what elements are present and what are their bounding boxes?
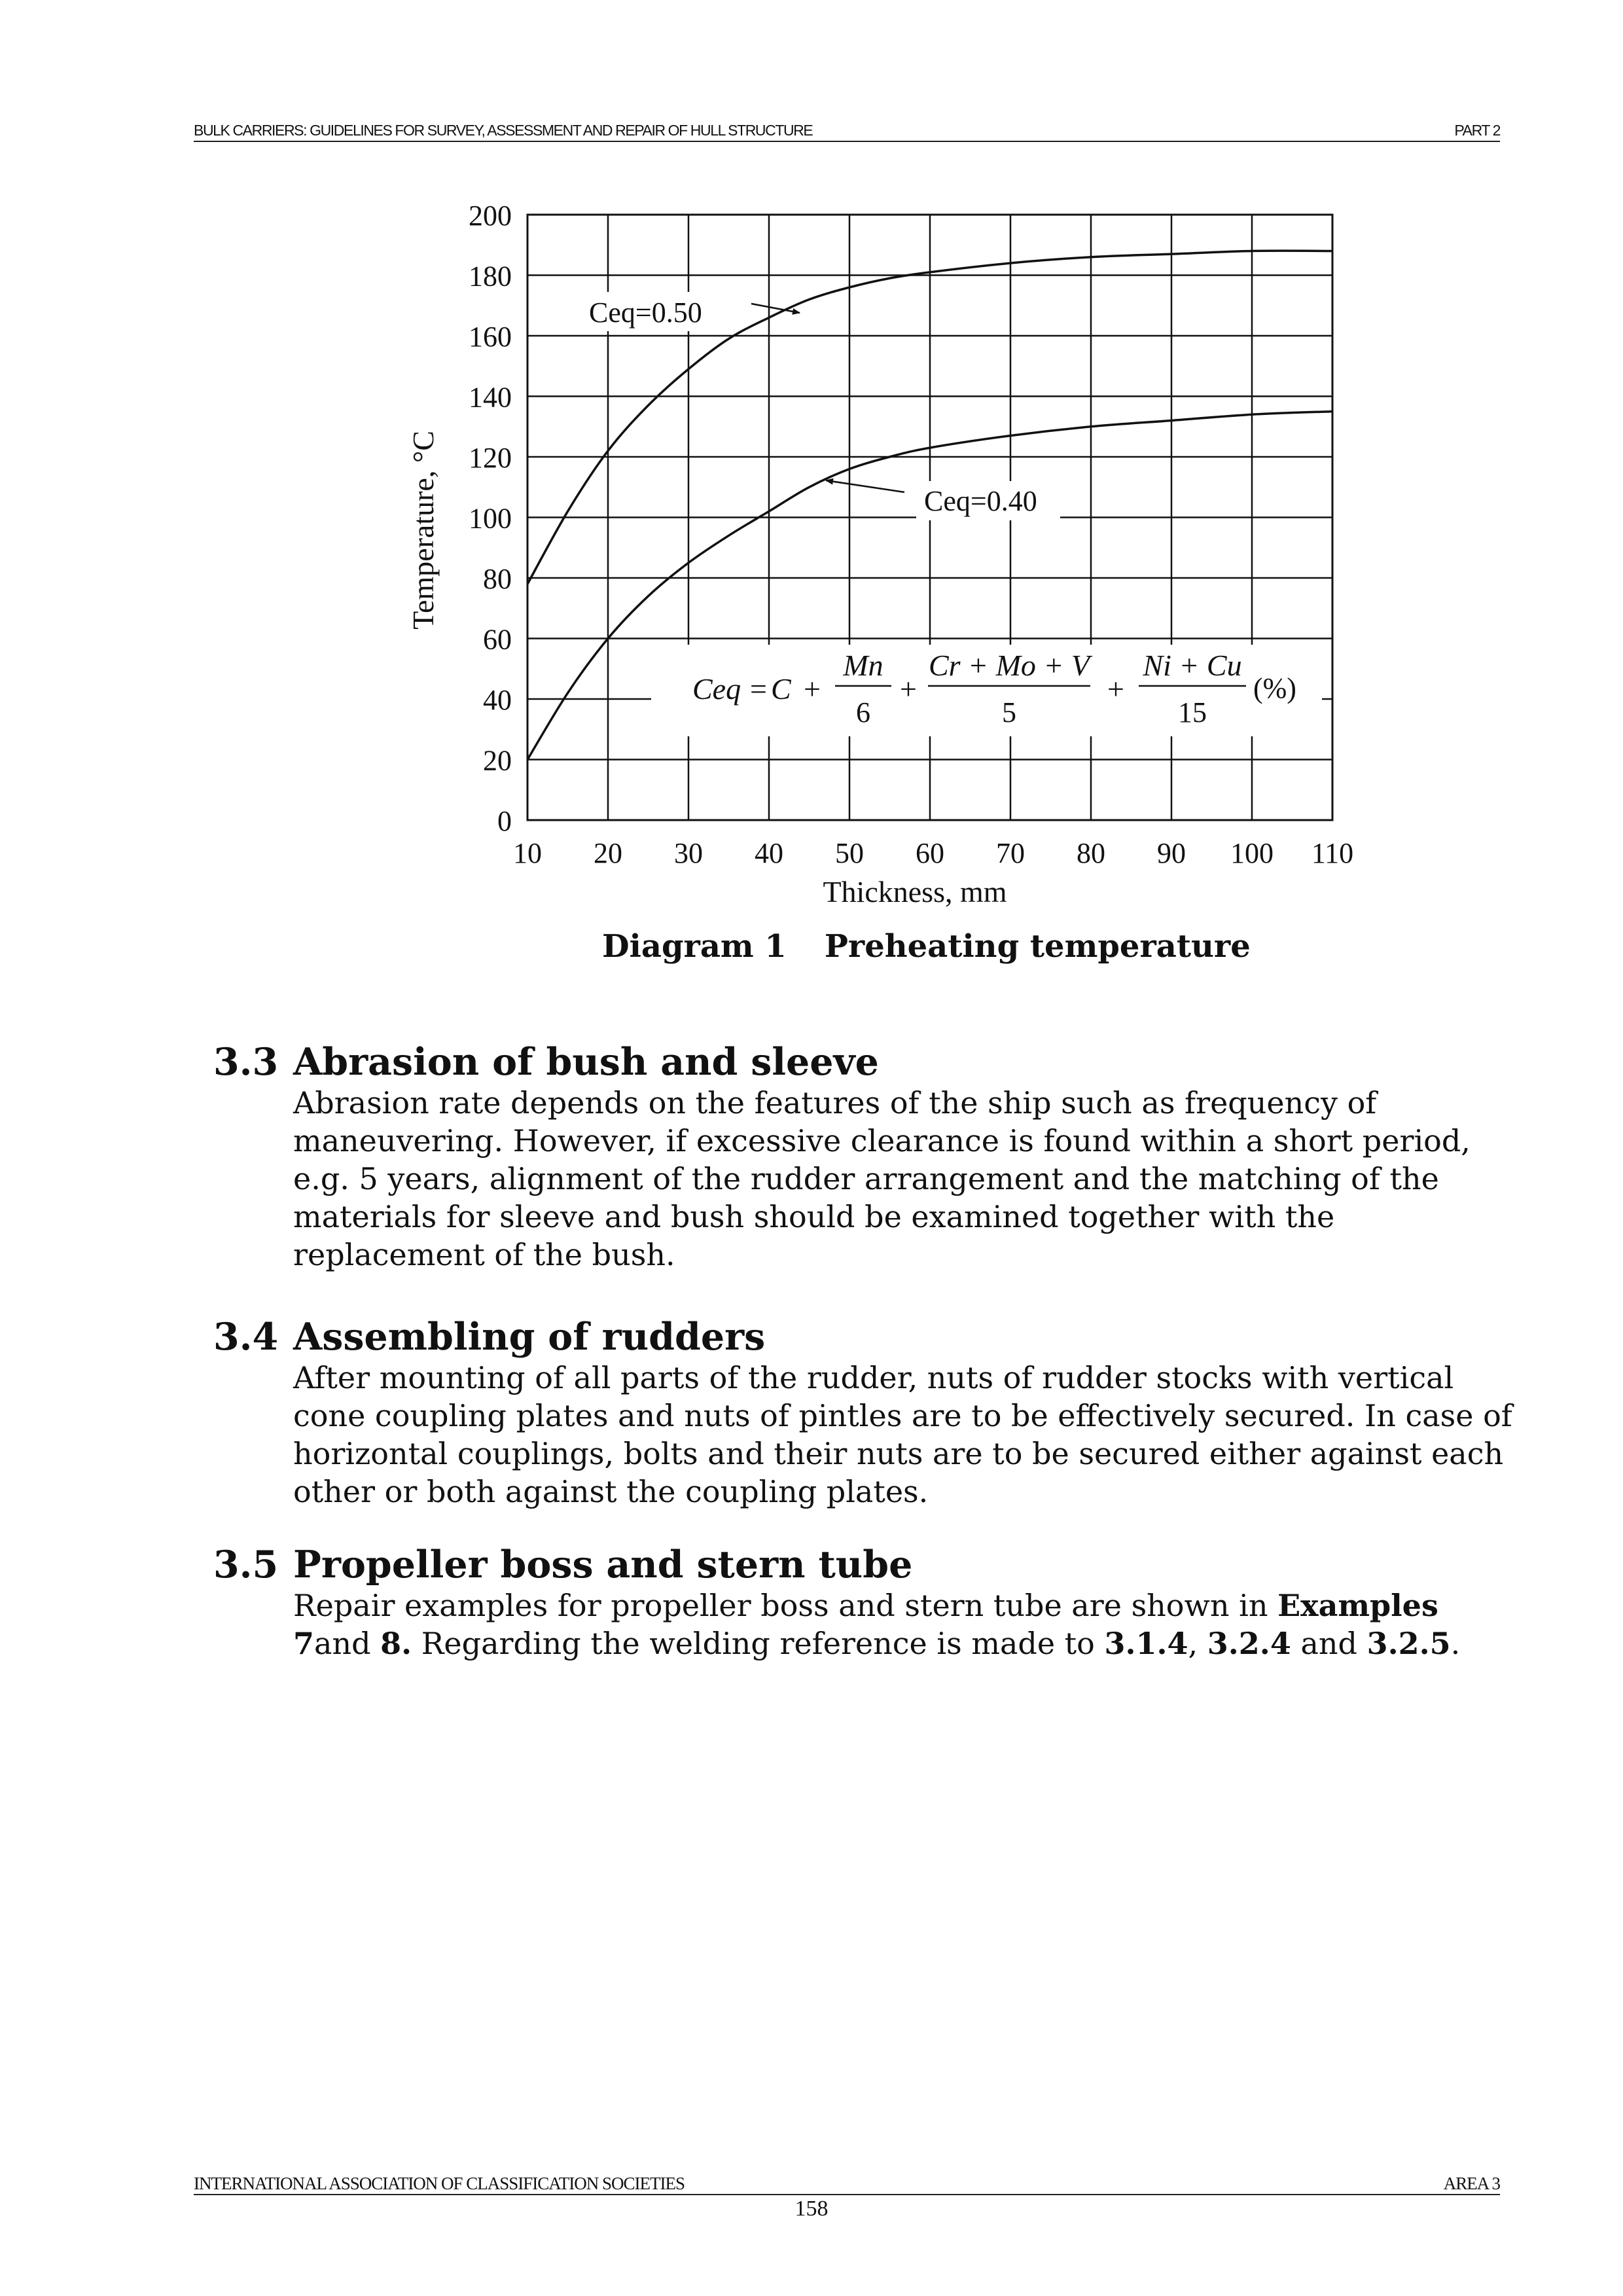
body-text: Regarding the welding reference is made to (412, 1626, 1105, 1661)
example-8-ref: 8. (380, 1626, 412, 1661)
y-tick-label: 0 (497, 805, 512, 837)
formula-term2-num: Cr + Mo + V (928, 649, 1090, 682)
section-heading (213, 1041, 1509, 1084)
y-tick-label: 100 (469, 502, 512, 535)
y-tick-label: 180 (469, 260, 512, 293)
svg-text:+: + (1107, 672, 1124, 706)
ref-3-1-4: 3.1.4 (1104, 1626, 1188, 1661)
formula-unit: (%) (1253, 672, 1296, 704)
section-title: Propeller boss and stern tube (293, 1543, 913, 1587)
ref-3-2-5: 3.2.5 (1366, 1626, 1451, 1661)
y-tick-label: 120 (469, 442, 512, 474)
ceq040-arrow (826, 480, 904, 492)
formula-term2-den: 5 (1002, 696, 1016, 728)
body-text: , (1188, 1626, 1207, 1661)
series-label-ceq050: Ceq=0.50 (589, 296, 702, 329)
ceq050-arrow (751, 304, 800, 313)
examples-7-ref: Examples 7 (293, 1588, 1438, 1661)
preheating-chart (0, 0, 1623, 916)
y-tick-label: 200 (469, 200, 512, 232)
x-tick-label: 90 (1157, 837, 1186, 869)
footer-area: AREA 3 (1443, 2174, 1500, 2193)
section-title: Assembling of rudders (293, 1315, 766, 1359)
page-number: 158 (794, 2197, 829, 2221)
y-tick-label: 20 (483, 744, 512, 777)
body-text: and (1291, 1626, 1367, 1661)
formula-term1-den: 6 (856, 696, 870, 728)
x-tick-label: 10 (513, 837, 542, 869)
section-body: After mounting of all parts of the rudder, nuts of rudder stocks with vertical cone coupling plates and nuts of pintles are to be effectively secured. In case of horizontal couplings, bolts and their nuts are to be secured either against each other or both against the coupling plates. (293, 1360, 1512, 1509)
ref-3-2-4: 3.2.4 (1207, 1626, 1291, 1661)
section-title: Abrasion of bush and sleeve (293, 1040, 879, 1084)
y-tick-label: 140 (469, 381, 512, 414)
caption-title: Preheating temperature (824, 928, 1251, 965)
section-number: 3.4 (213, 1315, 279, 1359)
body-text: . (1450, 1626, 1461, 1661)
series-label-ceq040: Ceq=0.40 (924, 485, 1037, 517)
caption-label: Diagram 1 (602, 928, 787, 965)
x-tick-label: 30 (674, 837, 703, 869)
section-number: 3.3 (213, 1040, 279, 1084)
ceq-formula (651, 645, 1322, 736)
svg-text:+: + (804, 672, 821, 706)
formula-term3-num: Ni + Cu (1143, 649, 1242, 682)
section-heading (213, 1543, 1509, 1587)
x-tick-label: 110 (1311, 837, 1354, 869)
y-tick-label: 40 (483, 684, 512, 716)
x-axis-title: Thickness, mm (823, 875, 1007, 908)
y-tick-label: 160 (469, 321, 512, 353)
y-tick-label: 60 (483, 623, 512, 656)
body-text: Repair examples for propeller boss and stern tube are shown in (293, 1588, 1278, 1623)
formula-c: C (771, 672, 791, 706)
header-part: PART 2 (1454, 122, 1500, 139)
formula-term3-den: 15 (1178, 696, 1207, 728)
footer-organization: INTERNATIONAL ASSOCIATION OF CLASSIFICATION SOCIETIES (194, 2174, 685, 2193)
diagram-caption (602, 928, 1251, 965)
section-3-5 (213, 1543, 1509, 1662)
section-3-3 (213, 1041, 1509, 1274)
y-tick-label: 80 (483, 563, 512, 595)
x-tick-label: 100 (1230, 837, 1274, 869)
formula-lhs: Ceq (692, 672, 741, 706)
section-body: Abrasion rate depends on the features of the ship such as frequency of maneuvering. However, if excessive clearance is found within a short period, e.g. 5 years, alignment of the rudder arrangement and the matching of the materials for sleeve and bush should be examined together with the replacement of the bush. (293, 1085, 1471, 1272)
x-tick-label: 70 (996, 837, 1025, 869)
x-tick-label: 40 (755, 837, 783, 869)
header-title: BULK CARRIERS: GUIDELINES FOR SURVEY, ASSESSMENT AND REPAIR OF HULL STRUCTURE (194, 122, 813, 139)
section-3-4 (213, 1315, 1512, 1511)
section-number: 3.5 (213, 1543, 279, 1587)
x-tick-label: 20 (594, 837, 622, 869)
body-text: and (314, 1626, 381, 1661)
x-tick-label: 50 (835, 837, 864, 869)
y-axis-title: Temperature, °C (406, 431, 440, 630)
x-tick-label: 60 (916, 837, 944, 869)
formula-term1-num: Mn (843, 649, 883, 682)
svg-text:=: = (750, 672, 767, 706)
page-footer (194, 2172, 1500, 2195)
x-tick-label: 80 (1077, 837, 1105, 869)
section-heading (213, 1316, 1509, 1359)
section-body (293, 1587, 1524, 1662)
svg-text:+: + (900, 672, 917, 706)
